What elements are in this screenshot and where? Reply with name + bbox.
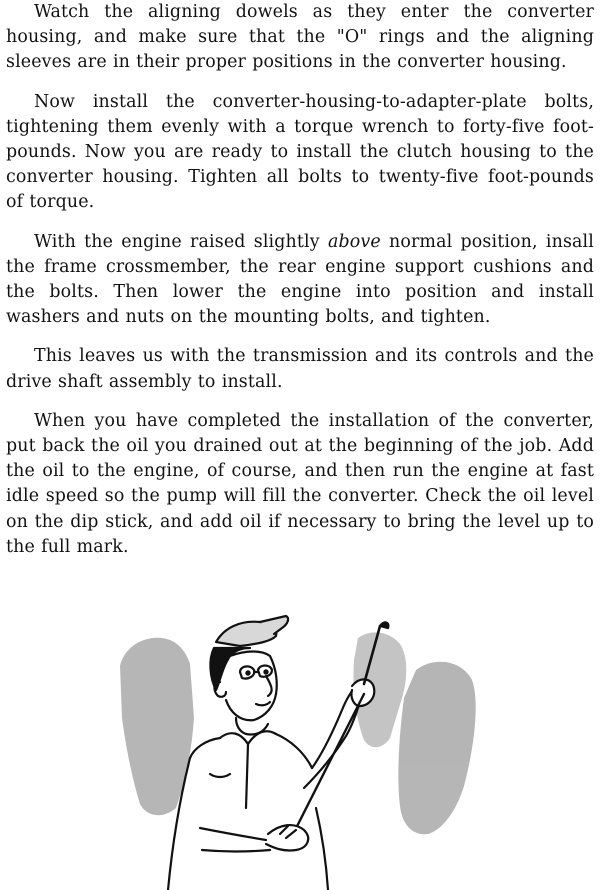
paragraph-dowels: Watch the aligning dowels as they enter the converter housing, and make sure that the "O" rings and the aligning sleeves are in their proper positions in the converter housing. xyxy=(6,2,594,73)
paragraph-oil: When you have completed the installation of the converter, put back the oil you drained out at the beginning of the job. Add the oil to the engine, of course, and then run the engine at fast idle speed so the pump will fill the converter. Check the oil level on the dip stick, and add oil if necessary to bring the level up to the full mark. xyxy=(6,410,594,557)
gray-wash-background xyxy=(120,632,476,834)
paragraph-engine xyxy=(6,230,594,331)
paragraph-remaining: This leaves us with the transmission and its controls and the drive shaft assembly to install. xyxy=(6,346,594,392)
engine-text-before: With the engine raised slightly xyxy=(34,231,328,252)
engine-text-emphasis: above xyxy=(327,231,381,252)
engine-text-after: normal position, insall the frame crossmember, the rear engine support cushions and the bolts. Then lower the engine into position and install washers and nuts on the mounting bolts, and tighten. xyxy=(6,231,594,328)
page-text xyxy=(6,0,594,574)
mechanic-illustration xyxy=(90,598,550,890)
paragraph-bolts: Now install the converter-housing-to-adapter-plate bolts, tightening them evenly with a torque wrench to forty-five foot-pounds. Now you are ready to install the clutch housing to the converter housing. Tighten all bolts to twenty-five foot-pounds of torque. xyxy=(6,91,594,213)
